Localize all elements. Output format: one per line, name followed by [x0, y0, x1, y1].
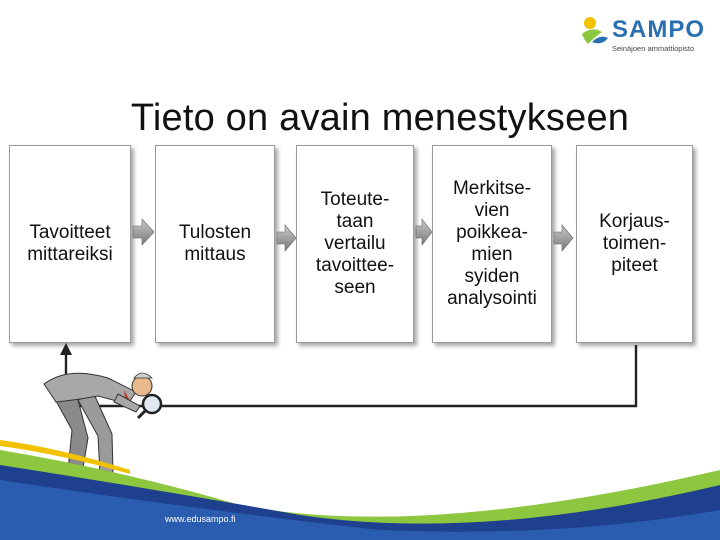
arrow-right-icon: [277, 225, 296, 251]
process-box-5-label: Korjaus- toimen- piteet: [599, 211, 670, 276]
process-box-1: [9, 145, 131, 343]
arrow-right-icon: [133, 219, 154, 245]
arrow-right-icon: [416, 219, 432, 245]
process-box-2: [155, 145, 275, 343]
footer-url[interactable]: www.edusampo.fi: [165, 514, 236, 524]
logo-subtitle: Seinäjoen ammattiopisto: [612, 44, 695, 53]
process-box-3: [296, 145, 414, 343]
arrow-right-icon: [554, 225, 573, 251]
page-title: Tieto on avain menestykseen: [130, 97, 630, 139]
sampo-logo: [578, 10, 708, 56]
process-box-1-label: Tavoitteet mittareiksi: [27, 222, 113, 265]
process-box-2-label: Tulosten mittaus: [178, 222, 252, 265]
process-box-5: [576, 145, 693, 343]
process-box-4: [432, 145, 552, 343]
bottom-swoosh: [0, 410, 720, 540]
process-box-4-label: Merkitse- vien poikkea- mien syiden analysointi: [447, 178, 537, 309]
sampo-logo-icon: [578, 14, 610, 48]
logo-name: SAMPO: [612, 16, 706, 43]
process-box-3-label: Toteute- taan vertailu tavoittee- seen: [315, 189, 395, 298]
